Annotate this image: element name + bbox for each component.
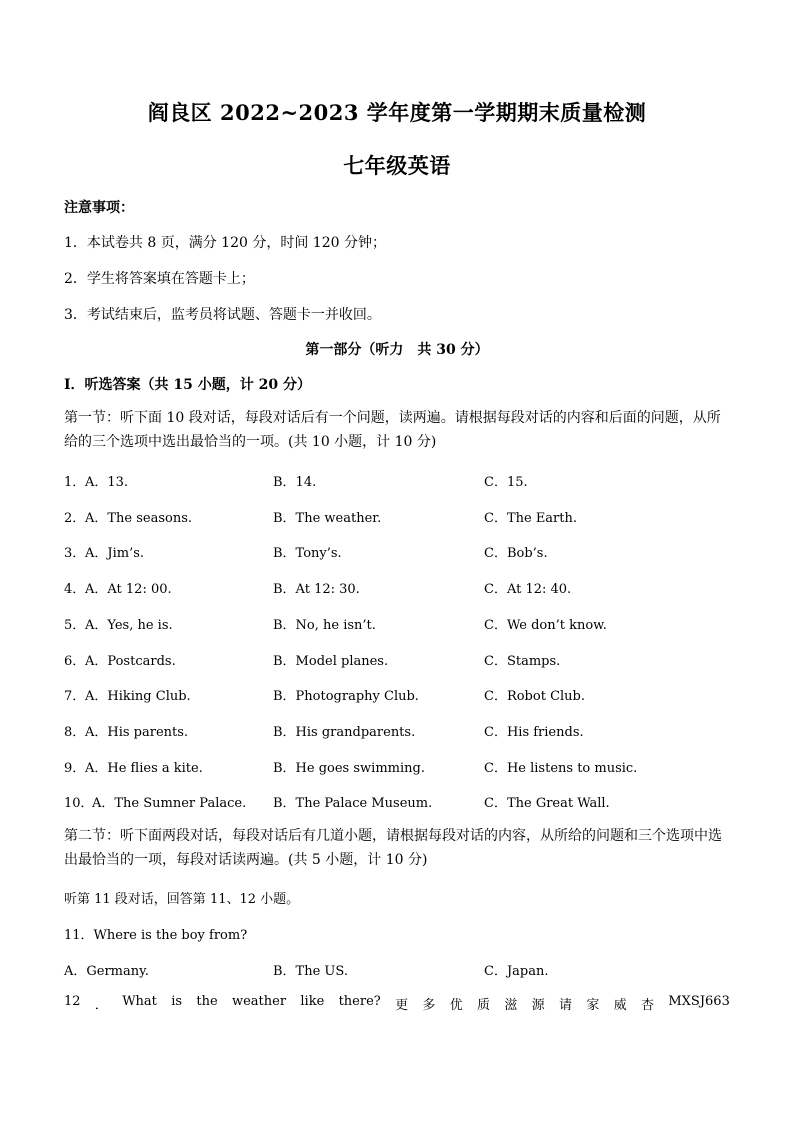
notice-heading: 注意事项： — [64, 200, 134, 216]
option-c: C．We don’t know. — [484, 618, 607, 633]
question-12-token: 威 — [613, 998, 627, 1013]
question-12-token: 12 — [64, 994, 81, 1009]
option-a: A．The Sumner Palace. — [92, 796, 247, 811]
question-number: 3． — [64, 546, 86, 561]
question-12-token: is — [171, 994, 183, 1009]
question-12-token: ． — [94, 998, 108, 1013]
section2-instructions: 第二节：听下面两段对话，每段对话后有几道小题，请根据每段对话的内容，从所给的问题和三个选项中选出最恰当的一项，每段对话读两遍。(共 5 小题，计 10 分) — [64, 828, 722, 868]
question-12-token: weather — [231, 994, 287, 1009]
question-number: 8． — [64, 725, 86, 740]
question-12-token: 优 — [449, 998, 463, 1013]
option-b: B．The weather. — [273, 511, 382, 526]
question-12-token: 质 — [477, 998, 491, 1013]
option-b: B．He goes swimming. — [273, 761, 425, 776]
question-12-line — [64, 994, 730, 1013]
question-12-token: 滋 — [504, 998, 518, 1013]
question-number: 9． — [64, 761, 86, 776]
option-c: C．At 12: 40. — [484, 582, 572, 597]
option-c: C．Robot Club. — [484, 689, 585, 704]
question-12-token: MXSJ663 — [668, 994, 730, 1009]
option-b: B．Model planes. — [273, 654, 389, 669]
question-number: 1． — [64, 475, 86, 490]
question-11-option-b: B．The US. — [273, 964, 348, 979]
question-12-token: 多 — [422, 998, 436, 1013]
option-a: A．He flies a kite. — [85, 761, 203, 776]
option-a: A．Postcards. — [85, 654, 176, 669]
option-b: B．Photography Club. — [273, 689, 419, 704]
option-c: C．His friends. — [484, 725, 584, 740]
option-b: B．The Palace Museum. — [273, 796, 433, 811]
question-number: 6． — [64, 654, 86, 669]
option-a: A．13. — [85, 475, 129, 490]
option-c: C．Stamps. — [484, 654, 561, 669]
question-11-stem: 11．Where is the boy from? — [64, 928, 248, 943]
option-b: B．His grandparents. — [273, 725, 416, 740]
question-number: 10． — [64, 796, 94, 811]
question-12-token: What — [122, 994, 157, 1009]
option-a: A．At 12: 00. — [85, 582, 172, 597]
question-number: 5． — [64, 618, 86, 633]
question-number: 7． — [64, 689, 86, 704]
question-11-option-a: A．Germany. — [64, 964, 149, 979]
question-12-token: 更 — [395, 998, 409, 1013]
option-c: C．The Earth. — [484, 511, 577, 526]
part-heading: 第一部分（听力 共 30 分） — [305, 342, 489, 358]
question-number: 2． — [64, 511, 86, 526]
notice-item: 1．本试卷共 8 页，满分 120 分，时间 120 分钟； — [64, 235, 386, 251]
option-c: C．The Great Wall. — [484, 796, 610, 811]
exam-subtitle: 七年级英语 — [343, 153, 451, 178]
option-a: A．The seasons. — [85, 511, 193, 526]
question-12-token: like — [300, 994, 325, 1009]
option-b: B．14. — [273, 475, 317, 490]
question-12-token: there? — [338, 994, 381, 1009]
question-12-token: 家 — [586, 998, 600, 1013]
question-12-token: 请 — [559, 998, 573, 1013]
question-12-token: 杏 — [641, 998, 655, 1013]
question-11-option-c: C．Japan. — [484, 964, 549, 979]
option-c: C．He listens to music. — [484, 761, 638, 776]
section-title: Ⅰ．听选答案（共 15 小题，计 20 分） — [64, 377, 312, 393]
option-b: B．No, he isn’t. — [273, 618, 376, 633]
question-12-token: 源 — [531, 998, 545, 1013]
option-a: A．Jim’s. — [85, 546, 145, 561]
notice-item: 3．考试结束后，监考员将试题、答题卡一并收回。 — [64, 307, 381, 323]
question-number: 4． — [64, 582, 86, 597]
option-a: A．His parents. — [85, 725, 189, 740]
section1-instructions: 第一节：听下面 10 段对话，每段对话后有一个问题，读两遍。请根据每段对话的内容和后面的问题，从所给的三个选项中选出最恰当的一项。(共 10 小题，计 10 分) — [64, 410, 721, 450]
option-b: B．At 12: 30. — [273, 582, 360, 597]
notice-item: 2．学生将答案填在答题卡上； — [64, 271, 255, 287]
option-b: B．Tony’s. — [273, 546, 342, 561]
option-a: A．Yes, he is. — [85, 618, 173, 633]
option-a: A．Hiking Club. — [85, 689, 191, 704]
question-12-token: the — [196, 994, 218, 1009]
exam-title: 阎良区 2022~2023 学年度第一学期期末质量检测 — [147, 100, 647, 125]
dialogue-intro: 听第 11 段对话，回答第 11、12 小题。 — [64, 892, 300, 907]
option-c: C．Bob’s. — [484, 546, 548, 561]
option-c: C．15. — [484, 475, 528, 490]
